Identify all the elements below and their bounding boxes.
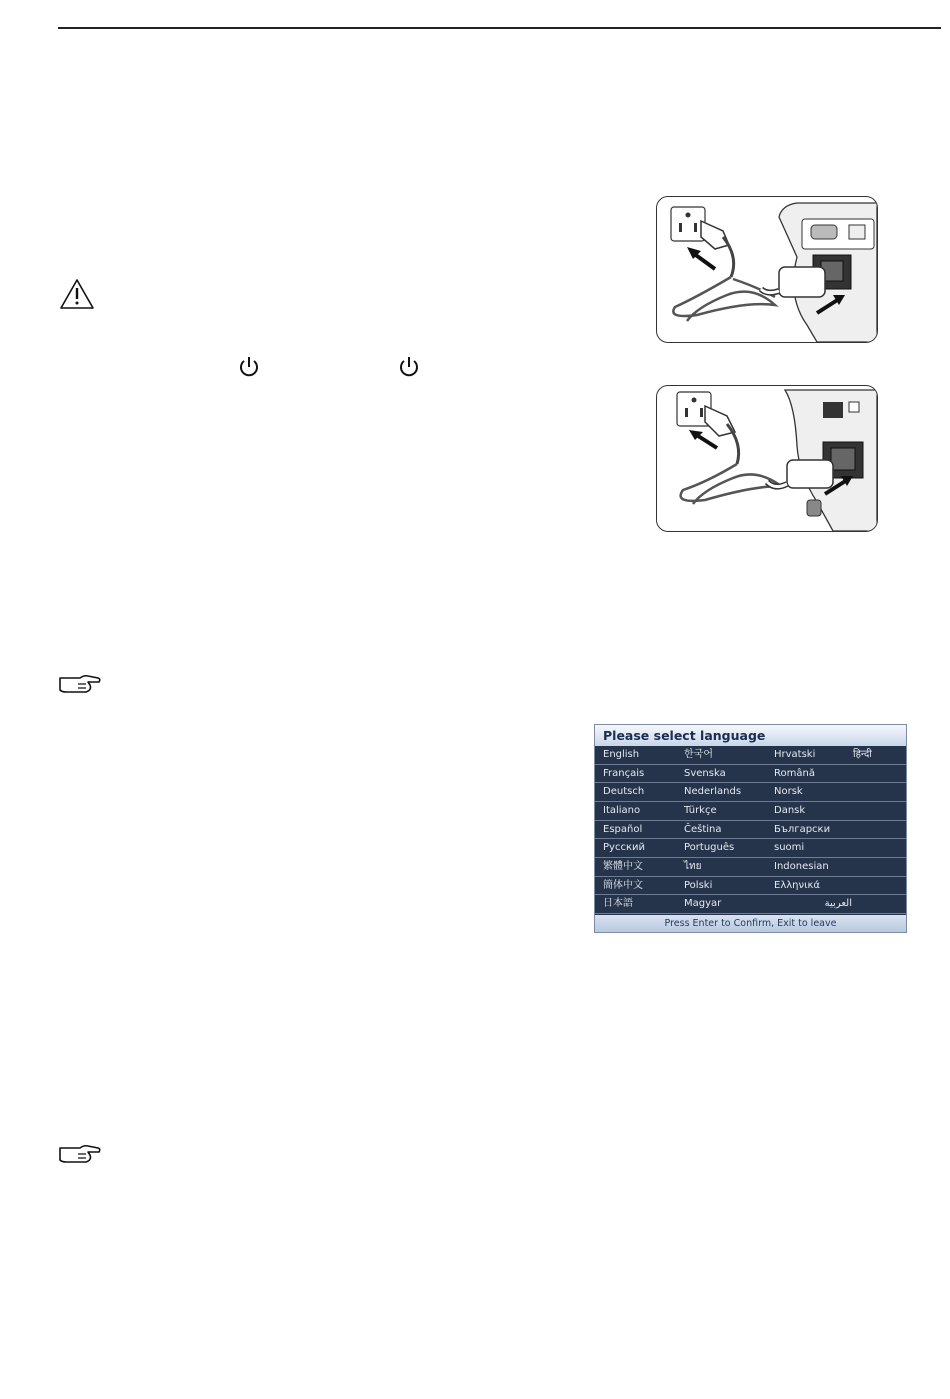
power-cord-figure-1 — [656, 196, 878, 343]
language-option[interactable]: Türkçe — [684, 805, 717, 816]
language-option — [853, 802, 903, 820]
pointing-hand-icon — [56, 672, 102, 696]
language-option[interactable]: 한국어 — [684, 749, 713, 760]
language-option[interactable]: Български — [774, 823, 831, 835]
language-option[interactable]: Magyar — [684, 898, 722, 910]
power-icon — [237, 355, 261, 379]
power-cord-figure-2 — [656, 385, 878, 532]
language-option[interactable]: Deutsch — [603, 786, 645, 798]
language-grid — [595, 746, 906, 914]
header-rule — [58, 27, 941, 29]
language-option[interactable]: हिन्दी — [853, 749, 872, 760]
menu-footer: Press Enter to Confirm, Exit to leave — [595, 915, 906, 932]
language-row — [595, 877, 906, 896]
language-option[interactable]: Dansk — [774, 805, 806, 816]
menu-title: Please select language — [595, 725, 906, 746]
language-option[interactable]: Indonesian — [774, 861, 829, 872]
language-row — [595, 839, 906, 858]
language-row — [595, 765, 906, 784]
language-option[interactable]: Polski — [684, 879, 713, 891]
language-option[interactable]: العربية — [824, 898, 852, 910]
language-option — [853, 877, 903, 895]
language-option[interactable]: Italiano — [603, 805, 641, 816]
language-row — [595, 783, 906, 802]
language-option[interactable]: Ελληνικά — [774, 879, 820, 891]
language-option[interactable]: 簡体中文 — [603, 879, 643, 891]
language-row — [595, 802, 906, 821]
language-option[interactable]: Français — [603, 767, 645, 779]
language-option[interactable]: Čeština — [684, 823, 722, 835]
language-row — [595, 858, 906, 877]
language-row — [595, 821, 906, 840]
language-option — [853, 858, 903, 876]
language-option[interactable]: Español — [603, 823, 643, 835]
language-option[interactable]: Hrvatski — [774, 749, 816, 760]
language-option[interactable]: suomi — [774, 842, 805, 854]
language-option[interactable]: Русский — [603, 842, 645, 854]
power-icon — [397, 355, 421, 379]
warning-icon — [59, 278, 95, 310]
language-option[interactable]: 繁體中文 — [603, 861, 643, 872]
language-option — [853, 783, 903, 801]
pointing-hand-icon — [56, 1142, 102, 1166]
language-option[interactable]: ไทย — [684, 861, 702, 872]
language-option[interactable]: Norsk — [774, 786, 803, 798]
language-row — [595, 746, 906, 765]
language-option[interactable]: 日本語 — [603, 898, 633, 910]
language-option — [853, 895, 903, 913]
language-option[interactable]: Nederlands — [684, 786, 742, 798]
language-option[interactable]: Português — [684, 842, 735, 854]
language-option — [853, 839, 903, 857]
language-option — [853, 821, 903, 839]
language-option[interactable]: Svenska — [684, 767, 726, 779]
language-selection-menu — [594, 724, 907, 933]
language-option[interactable]: English — [603, 749, 640, 760]
language-option[interactable]: Română — [774, 767, 815, 779]
language-row — [595, 895, 906, 914]
language-option — [853, 765, 903, 783]
